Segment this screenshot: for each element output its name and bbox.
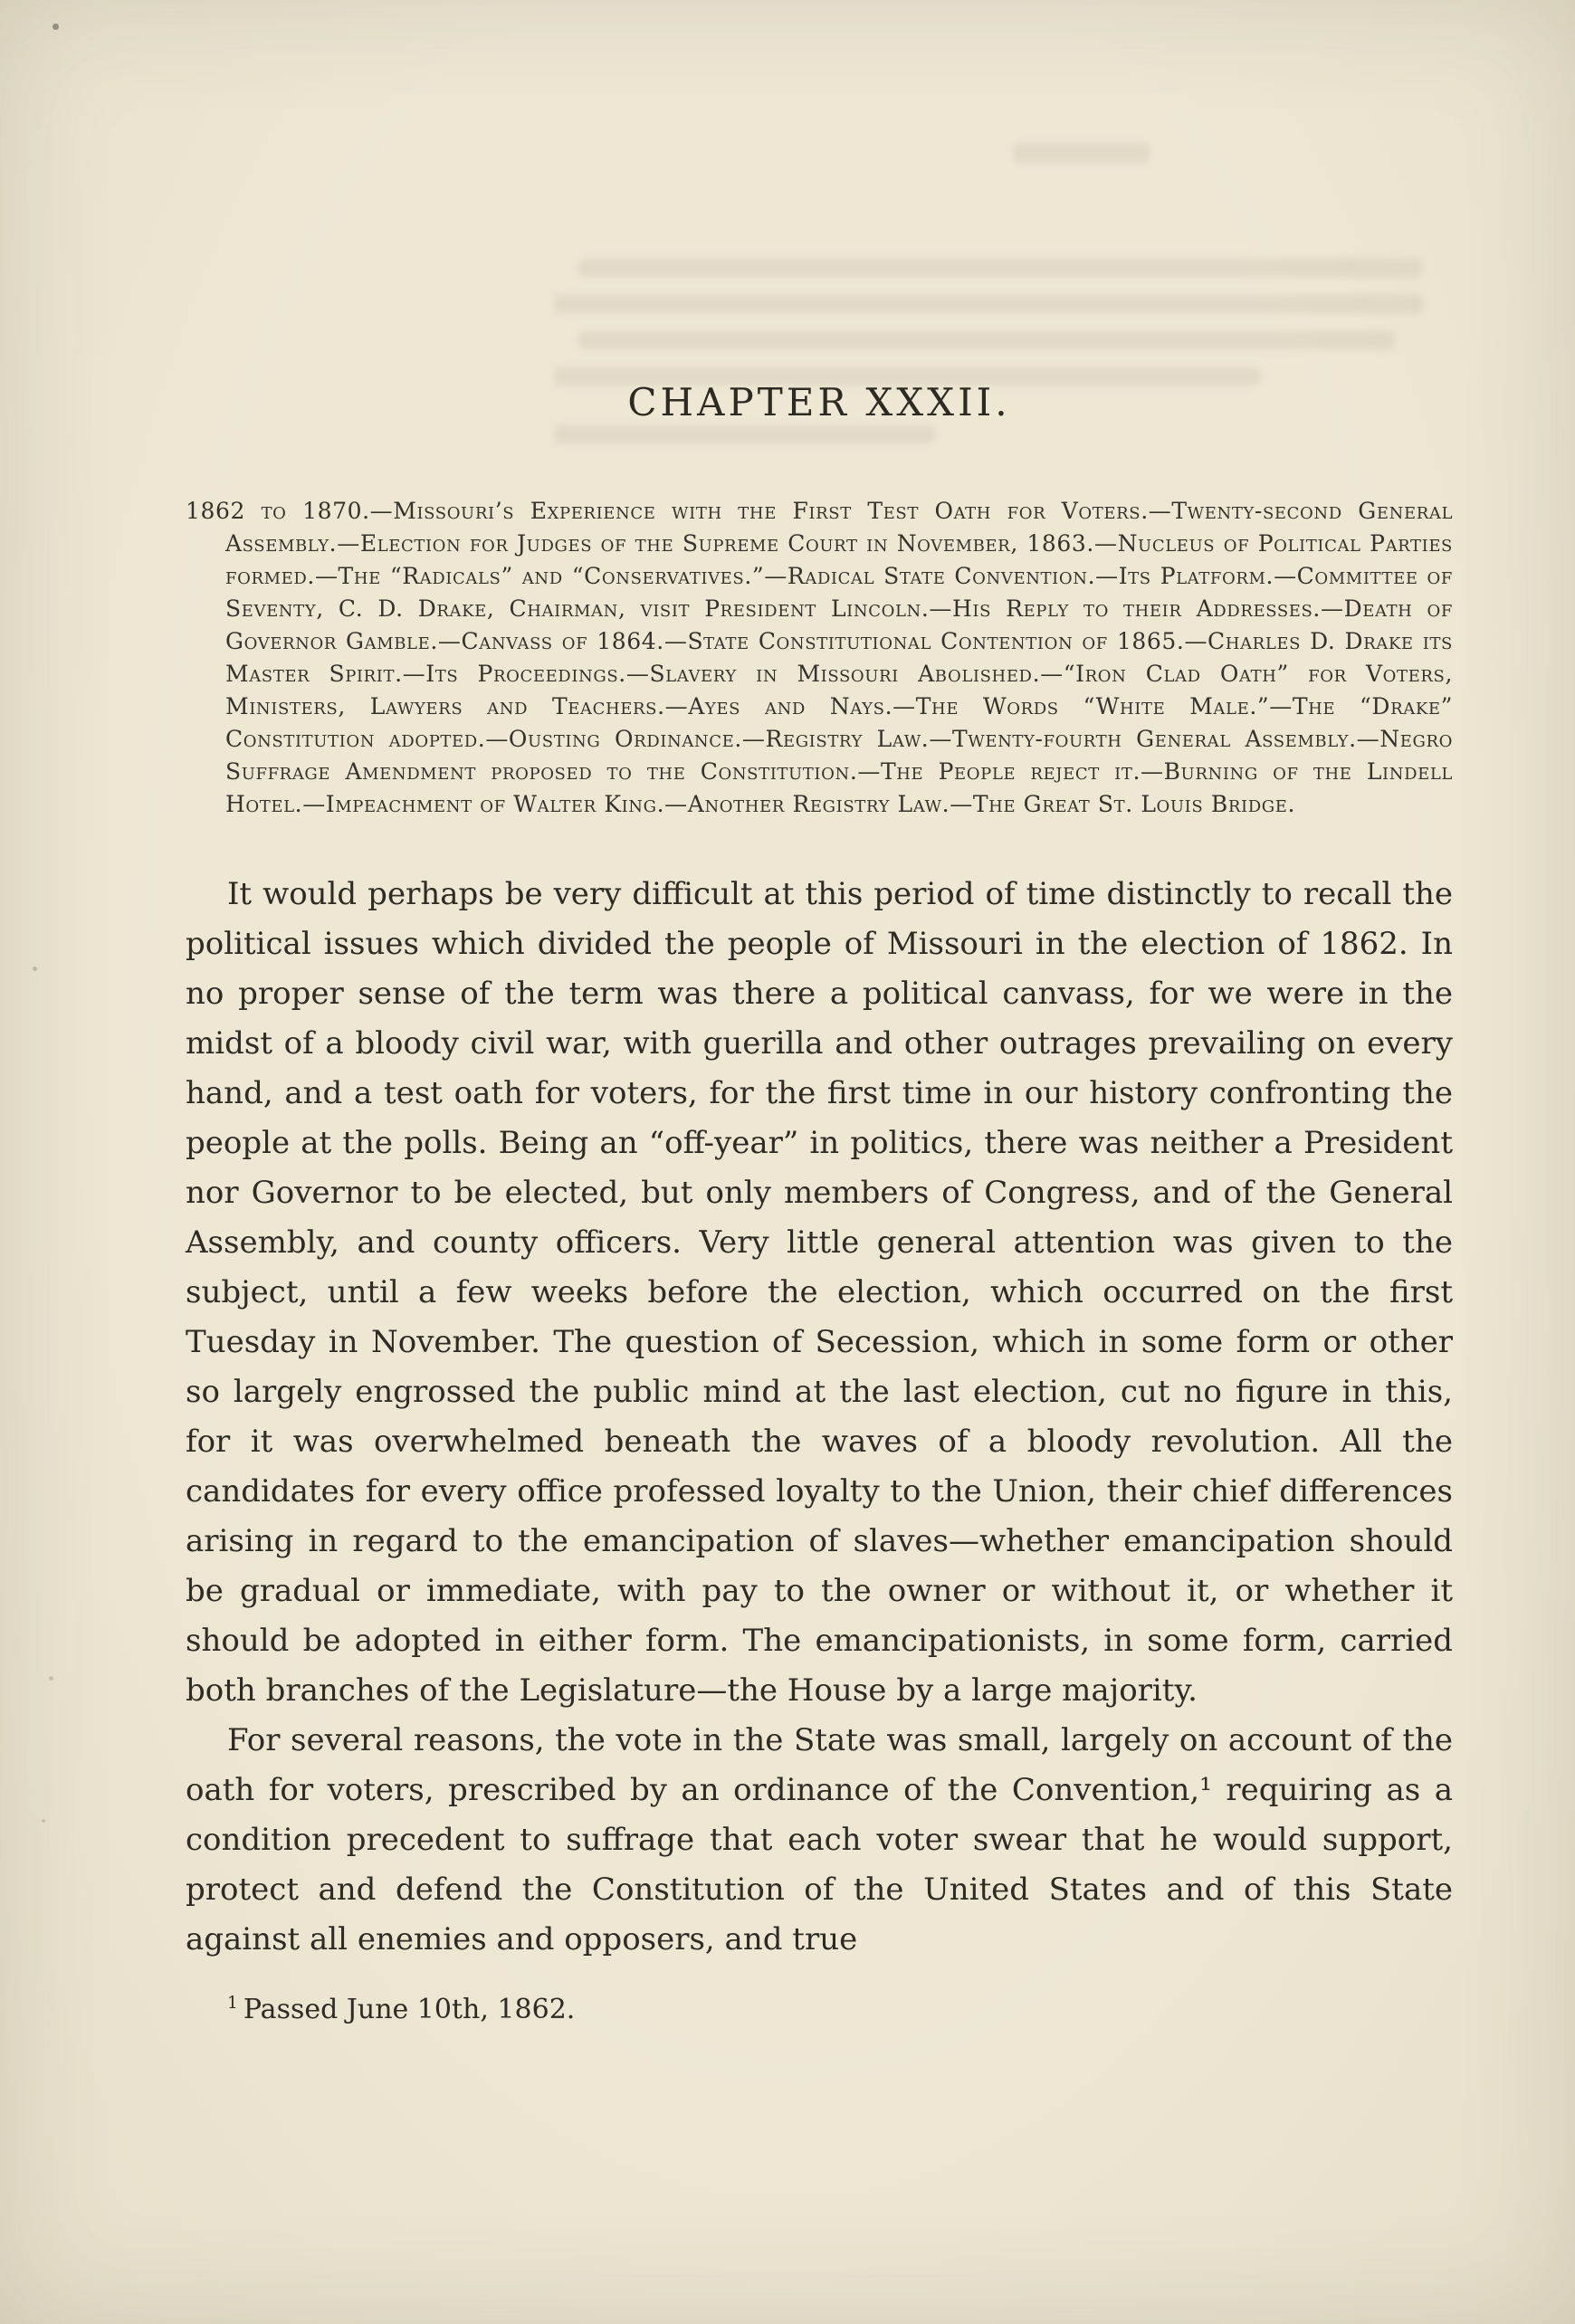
scan-speck-artifact <box>42 1819 45 1823</box>
body-paragraph-2: For several reasons, the vote in the State was small, largely on account of the oath for voters, prescribed by an ordinance of the Convention,¹ requiring as a condition precedent to suffrage that each voter swear that he would support, protect and defend the Constitution of the United States and of this State against all enemies and opposers, and true <box>186 1722 1453 1957</box>
footnote-marker: 1 <box>227 1994 238 2013</box>
footnote <box>186 1994 1453 2025</box>
body-paragraph-1: It would perhaps be very difficult at this period of time distinctly to recall the political issues which divided the people of Missouri in the election of 1862. In no proper sense of the term was there a political canvass, for we were in the midst of a bloody civil war, with guerilla and other outrages prevailing on every hand, and a test oath for voters, for the first time in our history confronting the people at the polls. Being an “off-year” in politics, there was neither a President nor Governor to be elected, but only members of Congress, and of the General Assembly, and county officers. Very little general attention was given to the subject, until a few weeks before the election, which occurred on the first Tuesday in November. The question of Secession, which in some form or other so largely engrossed the public mind at the last election, cut no figure in this, for it was overwhelmed beneath the waves of a bloody revolution. All the candidates for every office professed loyalty to the Union, their chief differences arising in regard to the emancipation of slaves—whether emancipation should be gradual or immediate, with pay to the owner or without it, or whether it should be adopted in either form. The emancipationists, in some form, carried both branches of the Legislature—the House by a large majority. <box>186 876 1453 1709</box>
scan-speck-artifact <box>52 24 59 30</box>
chapter-summary: 1862 to 1870.—Missouri’s Experience with the First Test Oath for Voters.—Twenty-second General Assembly.—Election for Judges of the Supreme Court in November, 1863.—Nucleus of Political Parties formed.—The “Radicals” and “Conservatives.”—Radical State Convention.—Its Platform.—Committee of Seventy, C. D. Drake, Chairman, visit President Lincoln.—His Reply to their Addresses.—Death of Governor Gamble.—Canvass of 1864.—State Constitutional Contention of 1865.—Charles D. Drake its Master Spirit.—Its Proceedings.—Slavery in Missouri Abolished.—“Iron Clad Oath” for Voters, Ministers, Lawyers and Teachers.—Ayes and Nays.—The Words “White Male.”—The “Drake” Constitution adopted.—Ousting Ordinance.—Registry Law.—Twenty-fourth General Assembly.—Negro Suffrage Amendment proposed to the Constitution.—The People reject it.—Burning of the Lindell Hotel.—Impeachment of Walter King.—Another Registry Law.—The Great St. Louis Bridge. <box>186 498 1453 817</box>
page-content <box>186 0 1453 2025</box>
chapter-title: CHAPTER XXXII. <box>627 380 1011 424</box>
footnote-text: Passed June 10th, 1862. <box>243 1994 576 2025</box>
scan-speck-artifact <box>49 1676 53 1681</box>
scan-speck-artifact <box>33 967 37 971</box>
